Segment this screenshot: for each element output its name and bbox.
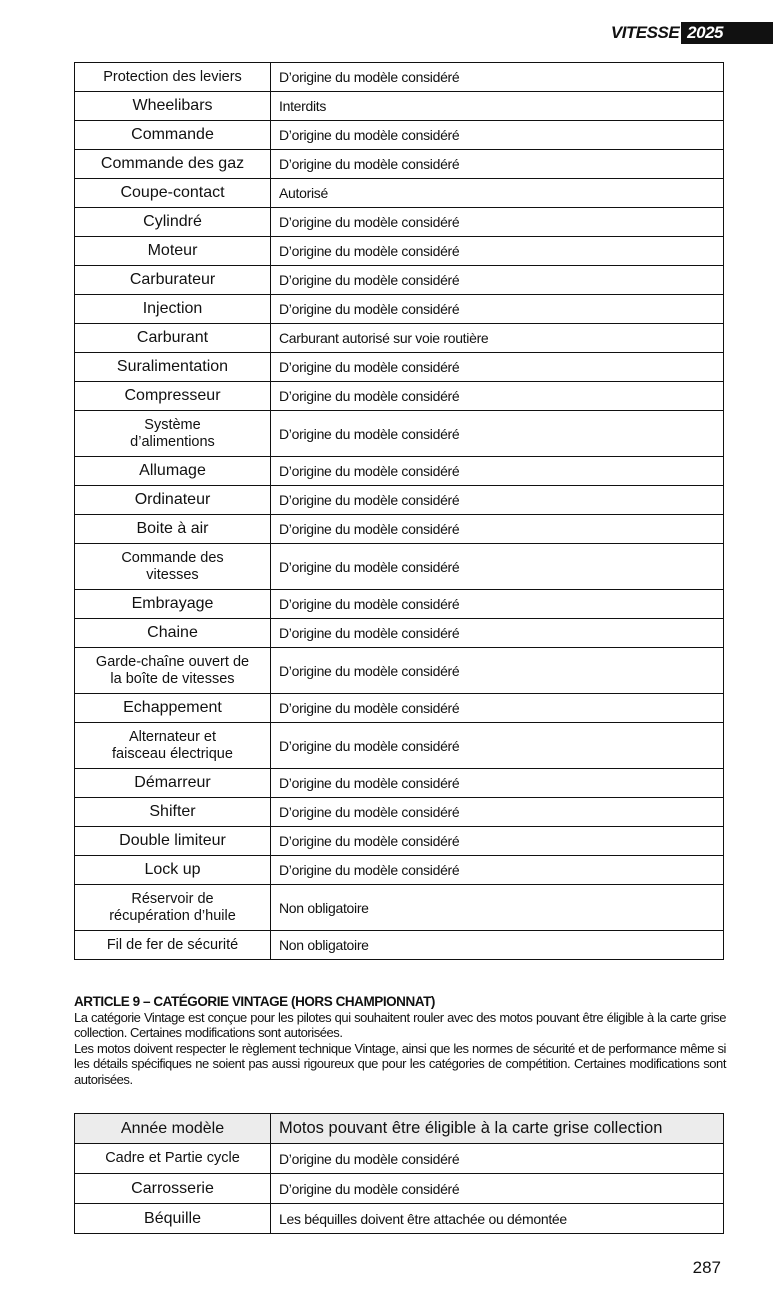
row-value: D’origine du modèle considéré <box>271 827 724 856</box>
row-value: D’origine du modèle considéré <box>271 208 724 237</box>
table-row <box>75 353 724 382</box>
table-row <box>75 856 724 885</box>
row-label: Double limiteur <box>75 827 271 856</box>
row-label: Carrosserie <box>75 1174 271 1204</box>
row-label: Injection <box>75 295 271 324</box>
row-label: Cylindré <box>75 208 271 237</box>
row-label: Shifter <box>75 798 271 827</box>
table-row <box>75 208 724 237</box>
table-row <box>75 150 724 179</box>
article-paragraph-1: La catégorie Vintage est conçue pour les pilotes qui souhaitent rouler avec des motos pouvant être éligible à la carte grise collection. Certaines modifications sont autorisées. <box>74 1009 726 1040</box>
article-section <box>74 994 726 1087</box>
row-value: Carburant autorisé sur voie routière <box>271 324 724 353</box>
brand-title: VITESSE <box>610 23 680 42</box>
row-label: Béquille <box>75 1204 271 1234</box>
row-value: D’origine du modèle considéré <box>271 856 724 885</box>
row-value: D’origine du modèle considéré <box>271 694 724 723</box>
row-value: D’origine du modèle considéré <box>271 411 724 457</box>
row-value: D’origine du modèle considéré <box>271 382 724 411</box>
row-value: D’origine du modèle considéré <box>271 486 724 515</box>
row-label: Carburant <box>75 324 271 353</box>
vintage-header-label: Année modèle <box>75 1114 271 1144</box>
table-row <box>75 590 724 619</box>
row-label: Embrayage <box>75 590 271 619</box>
article-title: ARTICLE 9 – CATÉGORIE VINTAGE (HORS CHAMPIONNAT) <box>74 994 435 1009</box>
table-row <box>75 885 724 931</box>
table-row <box>75 931 724 960</box>
vintage-header-value: Motos pouvant être éligible à la carte grise collection <box>271 1114 724 1144</box>
table-row <box>75 1204 724 1234</box>
row-label: Alternateur et faisceau électrique <box>75 723 271 769</box>
row-value: D’origine du modèle considéré <box>271 544 724 590</box>
row-value: Non obligatoire <box>271 931 724 960</box>
row-label: Système d’alimentions <box>75 411 271 457</box>
row-value: D’origine du modèle considéré <box>271 1144 724 1174</box>
table-row <box>75 648 724 694</box>
row-value: D’origine du modèle considéré <box>271 121 724 150</box>
table-row <box>75 1174 724 1204</box>
row-value: D’origine du modèle considéré <box>271 619 724 648</box>
row-value: D’origine du modèle considéré <box>271 590 724 619</box>
row-value: D’origine du modèle considéré <box>271 798 724 827</box>
table-row <box>75 324 724 353</box>
row-label: Moteur <box>75 237 271 266</box>
row-value: D’origine du modèle considéré <box>271 457 724 486</box>
table-row <box>75 486 724 515</box>
article-paragraph-2: Les motos doivent respecter le règlement technique Vintage, ainsi que les normes de sécurité et de performance même si les détails spécifiques ne soient pas aussi rigoureux que pour les catégories de compétition. Certaines modifications sont autorisées. <box>74 1040 726 1087</box>
table-row <box>75 295 724 324</box>
row-value: D’origine du modèle considéré <box>271 648 724 694</box>
table-row <box>75 63 724 92</box>
table-row <box>75 121 724 150</box>
row-label: Lock up <box>75 856 271 885</box>
row-label: Boite à air <box>75 515 271 544</box>
row-label: Allumage <box>75 457 271 486</box>
row-label: Commande <box>75 121 271 150</box>
table-row <box>75 237 724 266</box>
table-row <box>75 515 724 544</box>
row-value: D’origine du modèle considéré <box>271 266 724 295</box>
table-row <box>75 827 724 856</box>
row-label: Suralimentation <box>75 353 271 382</box>
table-row <box>75 266 724 295</box>
row-label: Chaine <box>75 619 271 648</box>
table-row <box>75 769 724 798</box>
table-row <box>75 694 724 723</box>
table-row <box>75 179 724 208</box>
row-label: Garde-chaîne ouvert de la boîte de vitesses <box>75 648 271 694</box>
row-label: Fil de fer de sécurité <box>75 931 271 960</box>
table-row <box>75 382 724 411</box>
row-value: D’origine du modèle considéré <box>271 63 724 92</box>
page-number: 287 <box>692 1258 721 1277</box>
row-value: Les béquilles doivent être attachée ou démontée <box>271 1204 724 1234</box>
row-value: D’origine du modèle considéré <box>271 723 724 769</box>
row-value: D’origine du modèle considéré <box>271 769 724 798</box>
table-row <box>75 411 724 457</box>
row-value: D’origine du modèle considéré <box>271 237 724 266</box>
row-value: D’origine du modèle considéré <box>271 515 724 544</box>
row-value: D’origine du modèle considéré <box>271 150 724 179</box>
row-label: Commande des vitesses <box>75 544 271 590</box>
table-row <box>75 723 724 769</box>
table-row <box>75 92 724 121</box>
table-row <box>75 457 724 486</box>
row-value: D’origine du modèle considéré <box>271 295 724 324</box>
brand-year: 2025 <box>681 22 773 44</box>
row-label: Compresseur <box>75 382 271 411</box>
row-value: Non obligatoire <box>271 885 724 931</box>
vintage-table-header-row <box>75 1114 724 1144</box>
row-value: D’origine du modèle considéré <box>271 1174 724 1204</box>
row-label: Wheelibars <box>75 92 271 121</box>
table-row <box>75 1144 724 1174</box>
row-value: D’origine du modèle considéré <box>271 353 724 382</box>
row-label: Réservoir de récupération d’huile <box>75 885 271 931</box>
row-label: Commande des gaz <box>75 150 271 179</box>
row-value: Interdits <box>271 92 724 121</box>
table-row <box>75 798 724 827</box>
row-value: Autorisé <box>271 179 724 208</box>
row-label: Ordinateur <box>75 486 271 515</box>
row-label: Echappement <box>75 694 271 723</box>
table-row <box>75 544 724 590</box>
row-label: Démarreur <box>75 769 271 798</box>
page-header <box>611 22 773 44</box>
table-row <box>75 619 724 648</box>
row-label: Carburateur <box>75 266 271 295</box>
specs-table <box>74 62 724 960</box>
row-label: Coupe-contact <box>75 179 271 208</box>
vintage-table <box>74 1113 724 1234</box>
row-label: Protection des leviers <box>75 63 271 92</box>
row-label: Cadre et Partie cycle <box>75 1144 271 1174</box>
